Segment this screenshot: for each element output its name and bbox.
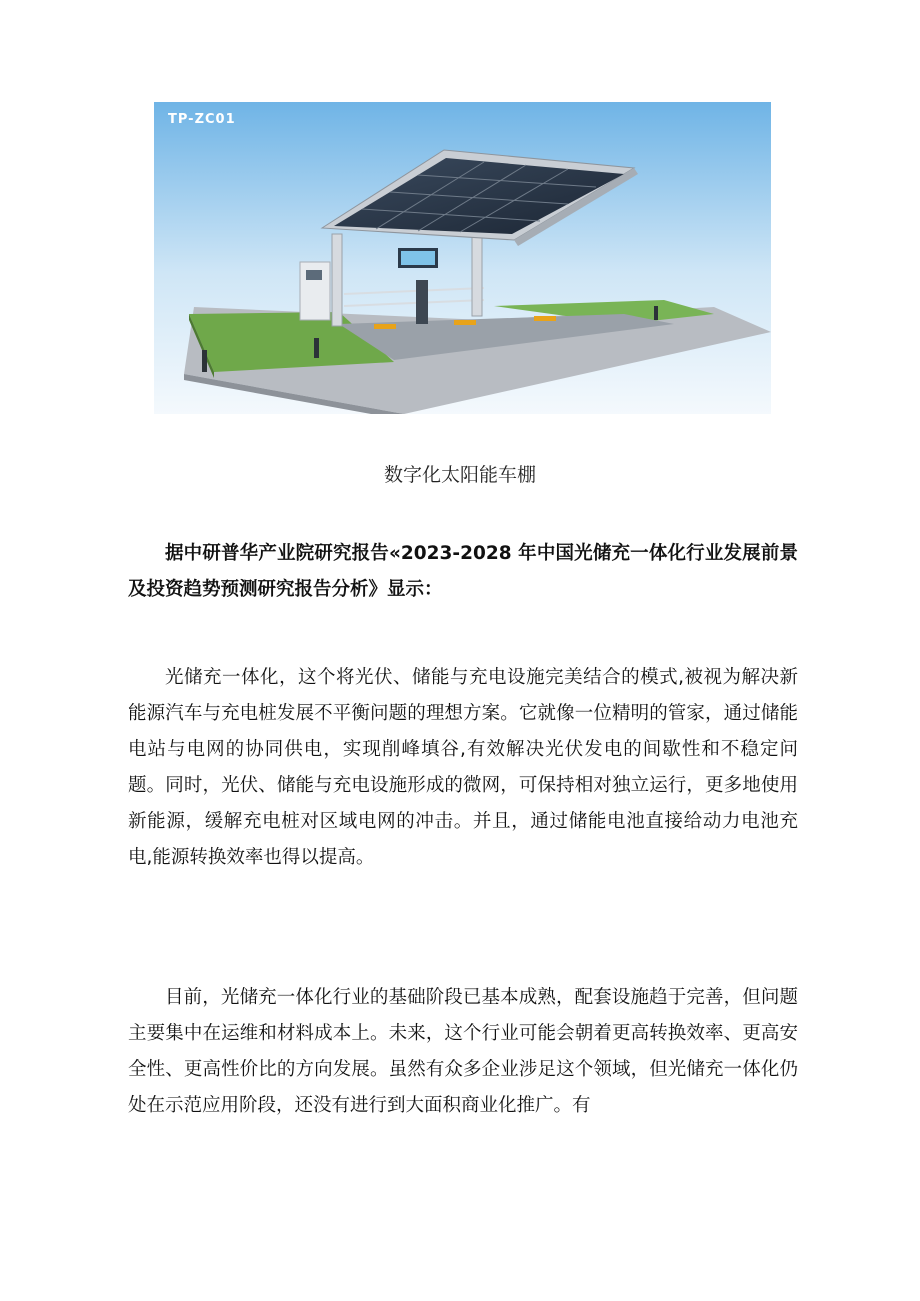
charger: [416, 280, 428, 324]
paragraph-source: 据中研普华产业院研究报告«2023-2028 年中国光储充一体化行业发展前景及投资趋势预测研究报告分析》显示：: [128, 543, 798, 600]
paragraph-status: 目前，光储充一体化行业的基础阶段已基本成熟，配套设施趋于完善，但问题主要集中在运维和材料成本上。未来，这个行业可能会朝着更高转换效率、更高安全性、更高性价比的方向发展。虽然有众多企业涉足这个领域，但光储充一体化仍处在示范应用阶段，还没有进行到大面积商业化推广。有: [128, 987, 798, 1116]
column-right: [472, 232, 482, 316]
model-label: TP-ZC01: [168, 112, 236, 127]
paragraph-overview: 光储充一体化，这个将光伏、储能与充电设施完美结合的模式,被视为解决新能源汽车与充电桩发展不平衡问题的理想方案。它就像一位精明的管家，通过储能电站与电网的协同供电，实现削峰填谷,有效解决光伏发电的间歇性和不稳定问题。同时，光伏、储能与充电设施形成的微网，可保持相对独立运行，更多地使用新能源，缓解充电桩对区域电网的冲击。并且，通过储能电池直接给动力电池充电,能源转换效率也得以提高。: [128, 667, 798, 868]
figure-caption: 数字化太阳能车棚: [383, 464, 536, 486]
carport-illustration: [154, 102, 771, 414]
column-left: [332, 234, 342, 326]
carport-figure: [154, 102, 771, 414]
